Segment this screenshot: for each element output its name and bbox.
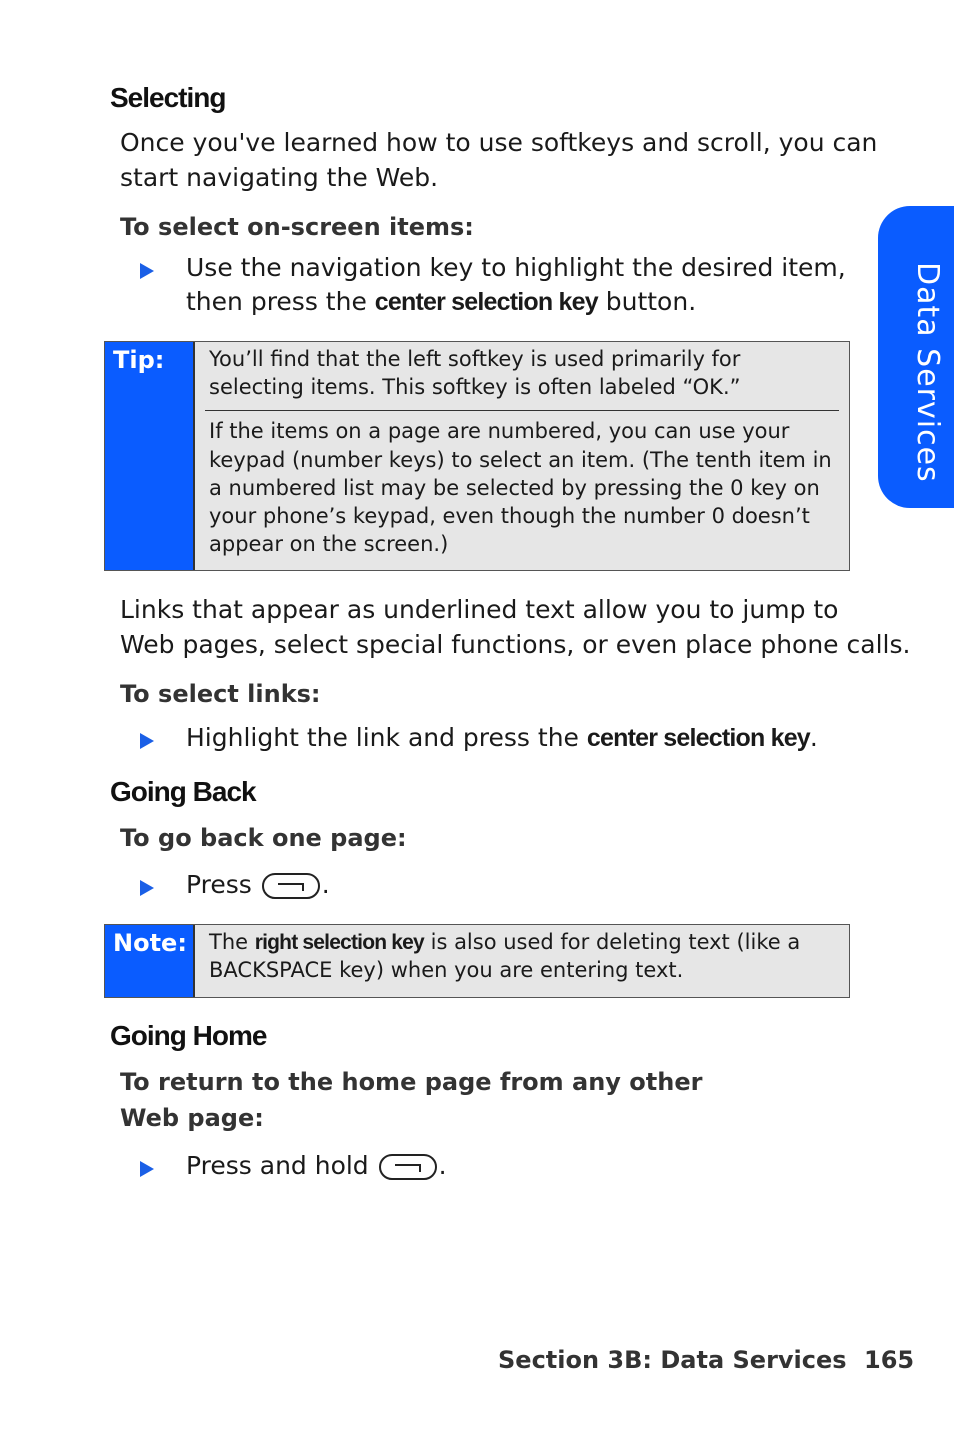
right-selection-key-term: right selection key	[254, 931, 424, 954]
right-softkey-icon	[262, 873, 320, 899]
tip-box	[104, 341, 850, 571]
right-softkey-icon	[379, 1154, 437, 1180]
bullet-arrow-icon	[140, 733, 154, 749]
bullet-go-back-text: Press .	[186, 870, 330, 899]
heading-selecting: Selecting	[110, 82, 226, 113]
center-selection-key-term: center selection key	[374, 288, 598, 316]
bullet-arrow-icon	[140, 880, 154, 896]
tip-divider	[205, 410, 839, 411]
heading-going-back: Going Back	[110, 776, 256, 807]
note-label-block	[105, 925, 195, 997]
tip-p1-line1: You’ll find that the left softkey is used primarily for	[209, 347, 741, 371]
bullet-select-links	[140, 721, 840, 757]
bullet-go-home-text: Press and hold .	[186, 1151, 447, 1180]
selecting-intro-line1: Once you've learned how to use softkeys and scroll, you can	[120, 128, 878, 157]
note-line2: BACKSPACE key) when you are entering text.	[209, 958, 684, 982]
bullet-arrow-icon	[140, 1161, 154, 1177]
bullet-arrow-icon	[140, 263, 154, 279]
links-para-line1: Links that appear as underlined text allow you to jump to	[120, 595, 839, 624]
tip-p2-line1: If the items on a page are numbered, you can use your	[209, 419, 790, 443]
tip-p2-line2: keypad (number keys) to select an item. (The tenth item in	[209, 448, 832, 472]
section-side-tab	[878, 206, 954, 508]
bullet-select-items	[140, 251, 846, 321]
tip-label: Tip:	[113, 346, 165, 374]
tip-p1-line2: selecting items. This softkey is often labeled “OK.”	[209, 375, 741, 399]
subheading-go-home-line2: Web page:	[120, 1104, 264, 1132]
bullet-line1: Use the navigation key to highlight the desired item,	[186, 253, 846, 282]
footer-page-number: 165	[864, 1346, 915, 1374]
note-line1: The right selection key is also used for deleting text (like a	[209, 930, 801, 954]
bullet-line2: then press the center selection key button.	[186, 287, 697, 316]
links-para-line2: Web pages, select special functions, or even place phone calls.	[120, 630, 911, 659]
bullet-links-text: Highlight the link and press the center selection key.	[186, 723, 818, 752]
bullet-go-home	[140, 1149, 540, 1185]
subheading-go-home-line1: To return to the home page from any other	[120, 1068, 703, 1096]
center-selection-key-term: center selection key	[586, 724, 810, 752]
bullet-go-back	[140, 868, 540, 904]
tip-p2-line5: appear on the screen.)	[209, 532, 449, 556]
tip-label-block	[105, 342, 195, 570]
subheading-select-links: To select links:	[120, 680, 321, 708]
subheading-go-back: To go back one page:	[120, 824, 407, 852]
tip-p2-line3: a numbered list may be selected by pressing the 0 key on	[209, 476, 820, 500]
subheading-select-items: To select on-screen items:	[120, 213, 474, 241]
note-box	[104, 924, 850, 998]
selecting-intro-line2: start navigating the Web.	[120, 163, 439, 192]
footer-section-title: Section 3B: Data Services	[498, 1346, 847, 1374]
heading-going-home: Going Home	[110, 1020, 267, 1051]
side-tab-label: Data Services	[910, 262, 945, 483]
note-label: Note:	[113, 929, 187, 957]
tip-p2-line4: your phone’s keypad, even though the number 0 doesn’t	[209, 504, 810, 528]
